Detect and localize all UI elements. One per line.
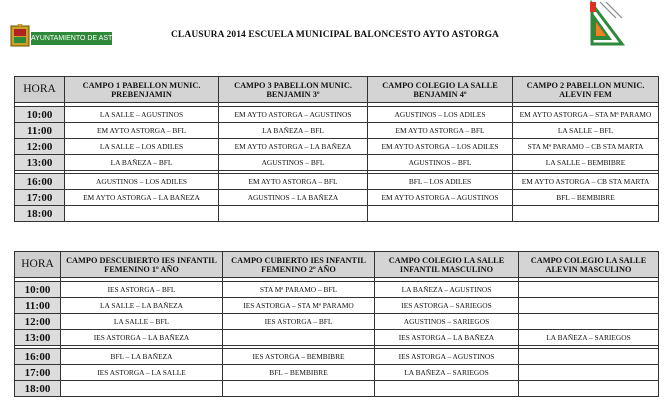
match-cell: AGUSTINOS – BFL [219,155,368,171]
match-cell [223,330,375,346]
match-cell: IES ASTORGA – BFL [61,282,223,298]
match-cell [519,282,659,298]
match-cell [519,298,659,314]
match-cell [519,314,659,330]
match-cell: EM AYTO ASTORGA – BFL [65,123,219,139]
match-cell [219,206,368,222]
match-cell: IES ASTORGA – STA Mª PARAMO [223,298,375,314]
schedule-table-2 [14,251,659,397]
match-cell [375,381,519,397]
match-cell: LA SALLE – AGUSTINOS [65,107,219,123]
table-row [15,190,659,206]
match-cell: AGUSTINOS – LOS ADILES [368,107,513,123]
match-cell: IES ASTORGA – BFL [223,314,375,330]
match-cell: LA BAÑEZA – BFL [219,123,368,139]
match-cell: EM AYTO ASTORGA – LA BAÑEZA [219,139,368,155]
match-cell: LA SALLE – LOS ADILES [65,139,219,155]
match-cell [519,365,659,381]
page-title: CLAUSURA 2014 ESCUELA MUNICIPAL BALONCESTO AYTO ASTORGA [170,30,500,40]
match-cell: AGUSTINOS – LOS ADILES [65,174,219,190]
match-cell: AGUSTINOS – SARIEGOS [375,314,519,330]
time-cell: 18:00 [15,381,61,397]
match-cell: IES ASTORGA – AGUSTINOS [375,349,519,365]
table-row [15,381,659,397]
match-cell: IES ASTORGA – LA BAÑEZA [61,330,223,346]
time-cell: 16:00 [15,349,61,365]
column-header: CAMPO CUBIERTO IES INFANTIL FEMENINO 2º AÑO [223,252,375,278]
match-cell: LA BAÑEZA – BFL [65,155,219,171]
match-cell [65,206,219,222]
match-cell: EM AYTO ASTORGA – CB STA MARTA [513,174,659,190]
table-header-row [15,252,659,278]
match-cell [61,381,223,397]
time-cell: 12:00 [15,314,61,330]
match-cell: LA SALLE – BFL [513,123,659,139]
match-cell: STA Mª PARAMO – CB STA MARTA [513,139,659,155]
time-cell: 10:00 [15,107,65,123]
match-cell: IES ASTORGA – LA SALLE [61,365,223,381]
match-cell: BFL – LA BAÑEZA [61,349,223,365]
column-header: CAMPO DESCUBIERTO IES INFANTIL FEMENINO 1º AÑO [61,252,223,278]
time-cell: 12:00 [15,139,65,155]
match-cell: EM AYTO ASTORGA – BFL [219,174,368,190]
time-cell: 16:00 [15,174,65,190]
time-cell: 18:00 [15,206,65,222]
match-cell: IES ASTORGA – LA BAÑEZA [375,330,519,346]
table-header-row [15,77,659,103]
match-cell: LA SALLE – LA BAÑEZA [61,298,223,314]
match-cell: BFL – LOS ADILES [368,174,513,190]
time-cell: 17:00 [15,190,65,206]
column-header: CAMPO COLEGIO LA SALLE BENJAMIN 4º [368,77,513,103]
match-cell: EM AYTO ASTORGA – LOS ADILES [368,139,513,155]
table-row [15,174,659,190]
column-header: CAMPO COLEGIO LA SALLE INFANTIL MASCULINO [375,252,519,278]
match-cell: EM AYTO ASTORGA – BFL [368,123,513,139]
time-cell: 17:00 [15,365,61,381]
match-cell [513,206,659,222]
table-row [15,139,659,155]
match-cell: BFL – BEMBIBRE [223,365,375,381]
hora-header: HORA [15,77,65,103]
crest-icon [10,24,30,48]
match-cell: LA SALLE – BEMBIBRE [513,155,659,171]
match-cell: EM AYTO ASTORGA – AGUSTINOS [219,107,368,123]
match-cell: LA BAÑEZA – SARIEGOS [375,365,519,381]
escuela-logo [582,0,630,48]
table-row [15,123,659,139]
match-cell: EM AYTO ASTORGA – LA BAÑEZA [65,190,219,206]
table-row [15,365,659,381]
table-row [15,314,659,330]
hora-header: HORA [15,252,61,278]
time-cell: 11:00 [15,123,65,139]
column-header: CAMPO 3 PABELLON MUNIC. BENJAMIN 3º [219,77,368,103]
match-cell: BFL – BEMBIBRE [513,190,659,206]
time-cell: 11:00 [15,298,61,314]
match-cell: LA BAÑEZA – SARIEGOS [519,330,659,346]
column-header: CAMPO 1 PABELLON MUNIC. PREBENJAMIN [65,77,219,103]
time-cell: 13:00 [15,330,61,346]
table-row [15,206,659,222]
match-cell [519,381,659,397]
table-row [15,349,659,365]
match-cell [519,349,659,365]
match-cell: STA Mª PARAMO – BFL [223,282,375,298]
match-cell: IES ASTORGA – SARIEGOS [375,298,519,314]
table-row [15,107,659,123]
table-row [15,330,659,346]
column-header: CAMPO 2 PABELLON MUNIC. ALEVIN FEM [513,77,659,103]
logo-left-text: AYUNTAMIENTO DE ASTORGA [31,32,112,45]
table-row [15,298,659,314]
match-cell: EM AYTO ASTORGA – AGUSTINOS [368,190,513,206]
time-cell: 10:00 [15,282,61,298]
match-cell: EM AYTO ASTORGA – STA Mª PARAMO [513,107,659,123]
time-cell: 13:00 [15,155,65,171]
ayuntamiento-logo [10,24,133,48]
match-cell: IES ASTORGA – BEMBIBRE [223,349,375,365]
match-cell: LA BAÑEZA – AGUSTINOS [375,282,519,298]
match-cell [223,381,375,397]
table-row [15,282,659,298]
match-cell: LA SALLE – BFL [61,314,223,330]
match-cell: AGUSTINOS – BFL [368,155,513,171]
column-header: CAMPO COLEGIO LA SALLE ALEVIN MASCULINO [519,252,659,278]
match-cell: AGUSTINOS – LA BAÑEZA [219,190,368,206]
table-row [15,155,659,171]
schedule-table-1 [14,76,659,222]
match-cell [368,206,513,222]
